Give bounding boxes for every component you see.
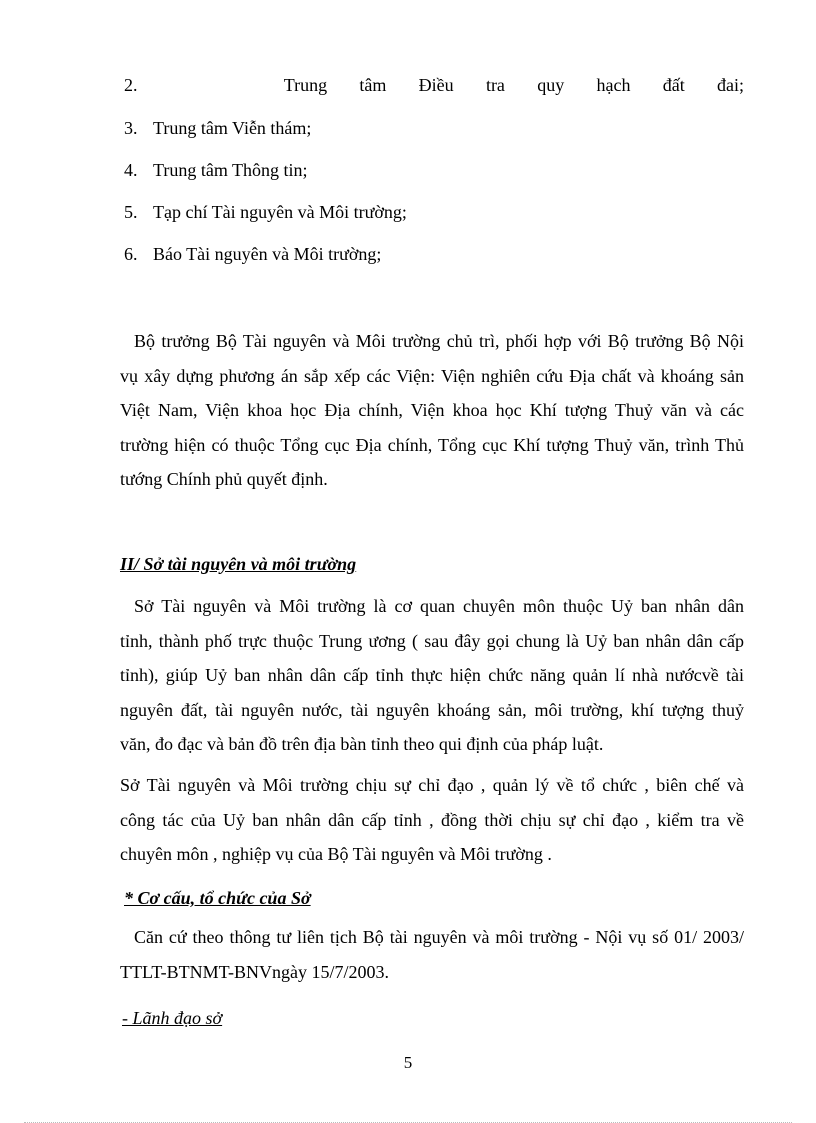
paragraph-legal-basis [120,920,744,989]
list-item-4-number: 4. [124,160,138,180]
list-item-2-word: Điều [418,75,454,95]
list-item-2-number: 2. [124,75,138,95]
list-item-2-word: tra [485,75,505,95]
list-item-5-text: Tạp chí Tài nguyên và Môi trường; [153,202,407,222]
list-item-2 [124,73,744,97]
paragraph-line: vụ xây dựng phương án sắp xếp các Viện: Viện nghiên cứu Địa chất và khoáng sản [120,365,744,386]
list-item-2-word: Trung [283,75,328,95]
list-item-6-number: 6. [124,244,138,264]
list-item-6 [124,242,381,266]
page-number: 5 [403,1053,413,1072]
paragraph-line: Bộ trưởng Bộ Tài nguyên và Môi trường chủ trì, phối hợp với Bộ trưởng Bộ Nội [134,331,744,351]
list-item-2-word: tâm [359,75,387,95]
list-item-6-text: Báo Tài nguyên và Môi trường; [153,244,382,264]
paragraph-line: chuyên môn , nghiệp vụ của Bộ Tài nguyên và Môi trường . [120,844,552,864]
paragraph-line: tỉnh, thành phố trực thuộc Trung ương ( sau đây gọi chung là Uỷ ban nhân dân cấp [120,630,744,651]
list-item-2-word: đất [662,75,685,95]
paragraph-line: tỉnh), giúp Uỷ ban nhân dân cấp tỉnh thực hiện chức năng quản lí nhà nướcvề tài [120,665,744,685]
section-heading: II/ Sở tài nguyên và môi trường [120,554,357,574]
paragraph-line: Sở Tài nguyên và Môi trường là cơ quan chuyên môn thuộc Uỷ ban nhân dân [134,596,744,616]
list-item-4-text: Trung tâm Thông tin; [153,160,308,180]
paragraph-department-definition [120,589,744,762]
list-item-3-number: 3. [124,118,138,138]
list-item-3 [124,116,311,140]
paragraph-line: văn, đo đạc và bản đồ trên địa bàn tỉnh theo qui định của pháp luật. [120,734,604,754]
list-item-2-word: quy [537,75,565,95]
paragraph-line: TTLT-BTNMT-BNVngày 15/7/2003. [120,961,390,982]
paragraph-line: công tác của Uỷ ban nhân dân cấp tỉnh , đồng thời chịu sự chỉ đạo , kiểm tra về [120,809,744,830]
leadership-subheading: - Lãnh đạo sở [122,1008,223,1028]
paragraph-line: Việt Nam, Viện khoa học Địa chính, Viện khoa học Khí tượng Thuỷ văn và các [120,400,744,420]
paragraph-department-direction [120,768,744,872]
paragraph-line: trường hiện có thuộc Tổng cục Địa chính, Tổng cục Khí tượng Thuỷ văn, trình Thủ [120,434,744,455]
paragraph-line: Sở Tài nguyên và Môi trường chịu sự chỉ đạo , quản lý về tổ chức , biên chế và [120,775,744,795]
list-item-2-word: hạch [596,75,631,95]
subsection-heading: * Cơ cấu, tổ chức của Sở [124,888,311,908]
paragraph-line: tướng Chính phủ quyết định. [120,469,328,489]
list-item-5-number: 5. [124,202,138,222]
paragraph-line: Căn cứ theo thông tư liên tịch Bộ tài nguyên và môi trường - Nội vụ số 01/ 2003/ [134,927,744,947]
list-item-3-text: Trung tâm Viễn thám; [153,118,312,138]
list-item-5 [124,200,407,224]
list-item-2-word: đai; [717,75,745,95]
paragraph-line: nguyên đất, tài nguyên nước, tài nguyên khoáng sản, môi trường, khí tượng thuỷ [120,699,744,720]
list-item-4 [124,158,308,182]
paragraph-ministry-arrangement [120,324,744,497]
